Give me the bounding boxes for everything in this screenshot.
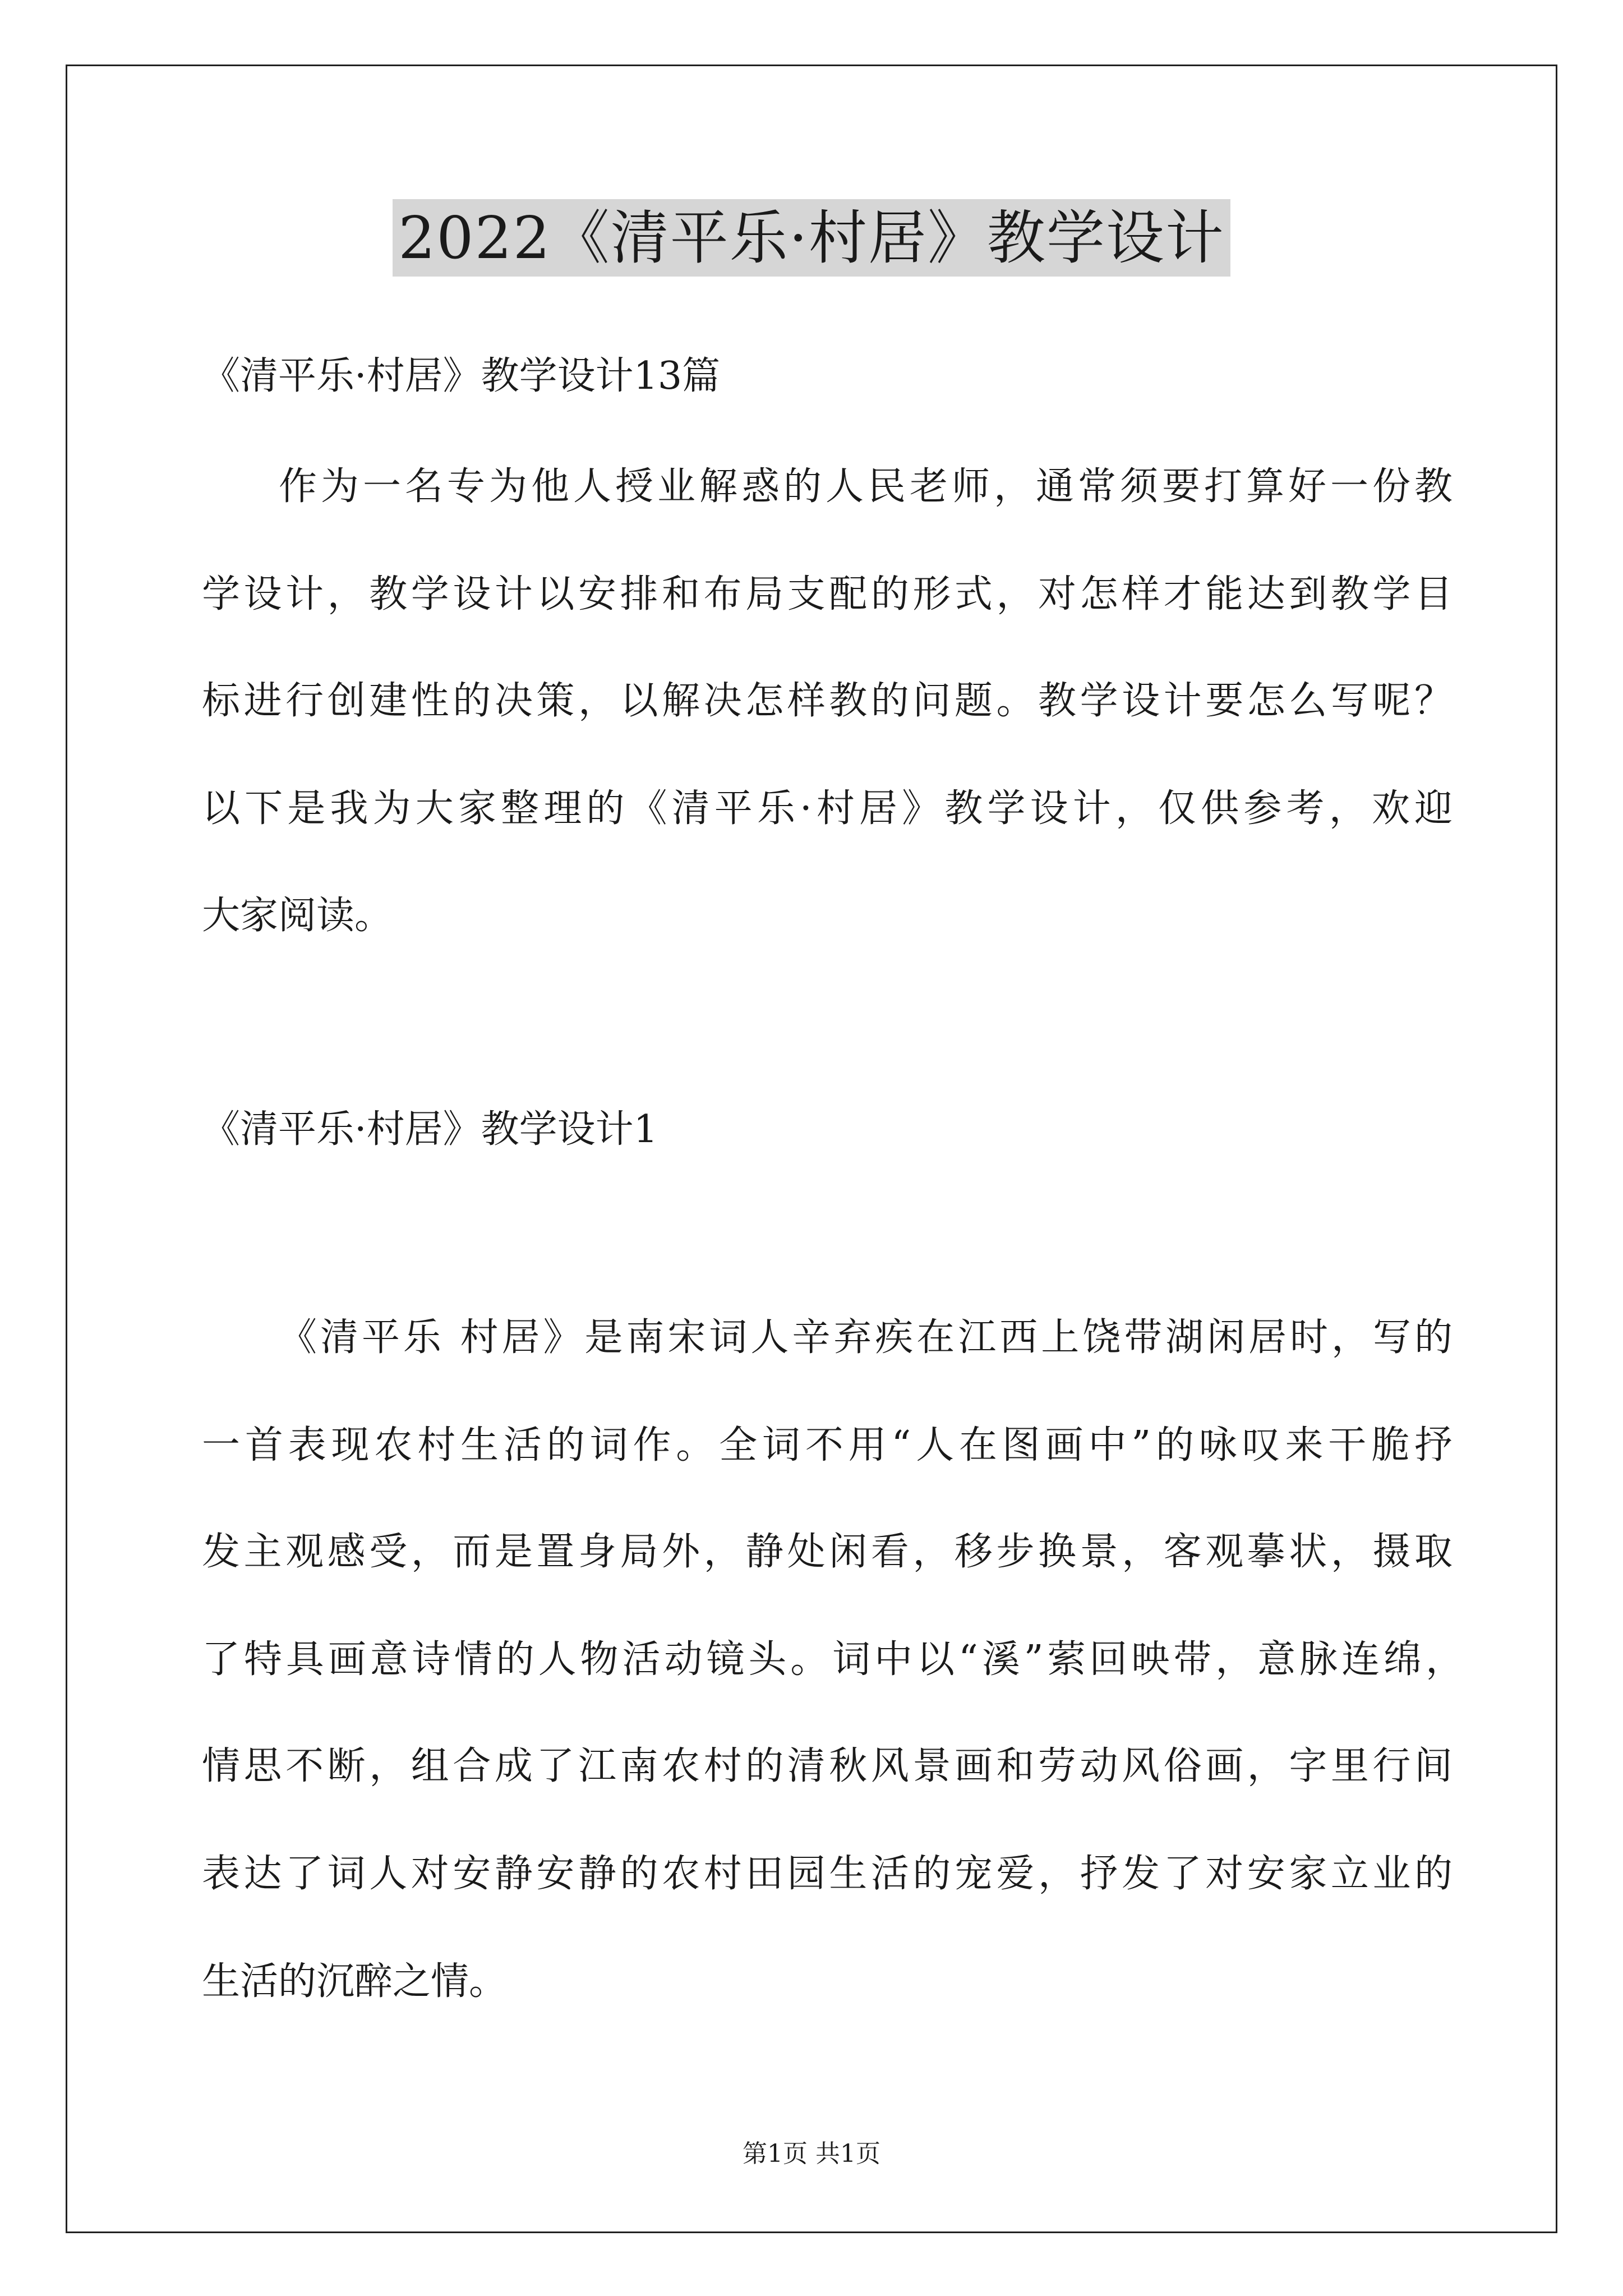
intro-line-3: 标进行创建性的决策，以解决怎样教的问题。教学设计要怎么写呢？ <box>202 679 1453 723</box>
intro-line-2: 学设计，教学设计以安排和布局支配的形式，对怎样才能达到教学目 <box>202 572 1453 616</box>
body-line-3: 发主观感受，而是置身局外，静处闲看，移步换景，客观摹状，摄取 <box>202 1530 1453 1574</box>
body-line-7: 生活的沉醉之情。 <box>202 1959 508 2004</box>
intro-line-4: 以下是我为大家整理的《清平乐·村居》教学设计，仅供参考，欢迎 <box>202 786 1453 831</box>
body-line-5: 情思不断，组合成了江南农村的清秋风景画和劳动风俗画，字里行间 <box>202 1744 1453 1788</box>
intro-line-5: 大家阅读。 <box>202 894 393 938</box>
section-heading: 《清平乐·村居》教学设计1 <box>202 1107 658 1152</box>
body-line-6: 表达了词人对安静安静的农村田园生活的宠爱，抒发了对安家立业的 <box>202 1852 1453 1896</box>
title-container <box>0 199 1623 277</box>
document-title: 2022《清平乐·村居》教学设计 <box>393 199 1230 277</box>
page-footer: 第1页 共1页 <box>743 2139 880 2168</box>
body-line-1: 《清平乐 村居》是南宋词人辛弃疾在江西上饶带湖闲居时，写的 <box>279 1315 1453 1360</box>
subtitle: 《清平乐·村居》教学设计13篇 <box>202 354 721 398</box>
body-line-4: 了特具画意诗情的人物活动镜头。词中以“溪”萦回映带，意脉连绵， <box>202 1637 1464 1682</box>
intro-line-1: 作为一名专为他人授业解惑的人民老师，通常须要打算好一份教 <box>279 464 1453 509</box>
body-line-2: 一首表现农村生活的词作。全词不用“人在图画中”的咏叹来干脆抒 <box>202 1423 1453 1467</box>
